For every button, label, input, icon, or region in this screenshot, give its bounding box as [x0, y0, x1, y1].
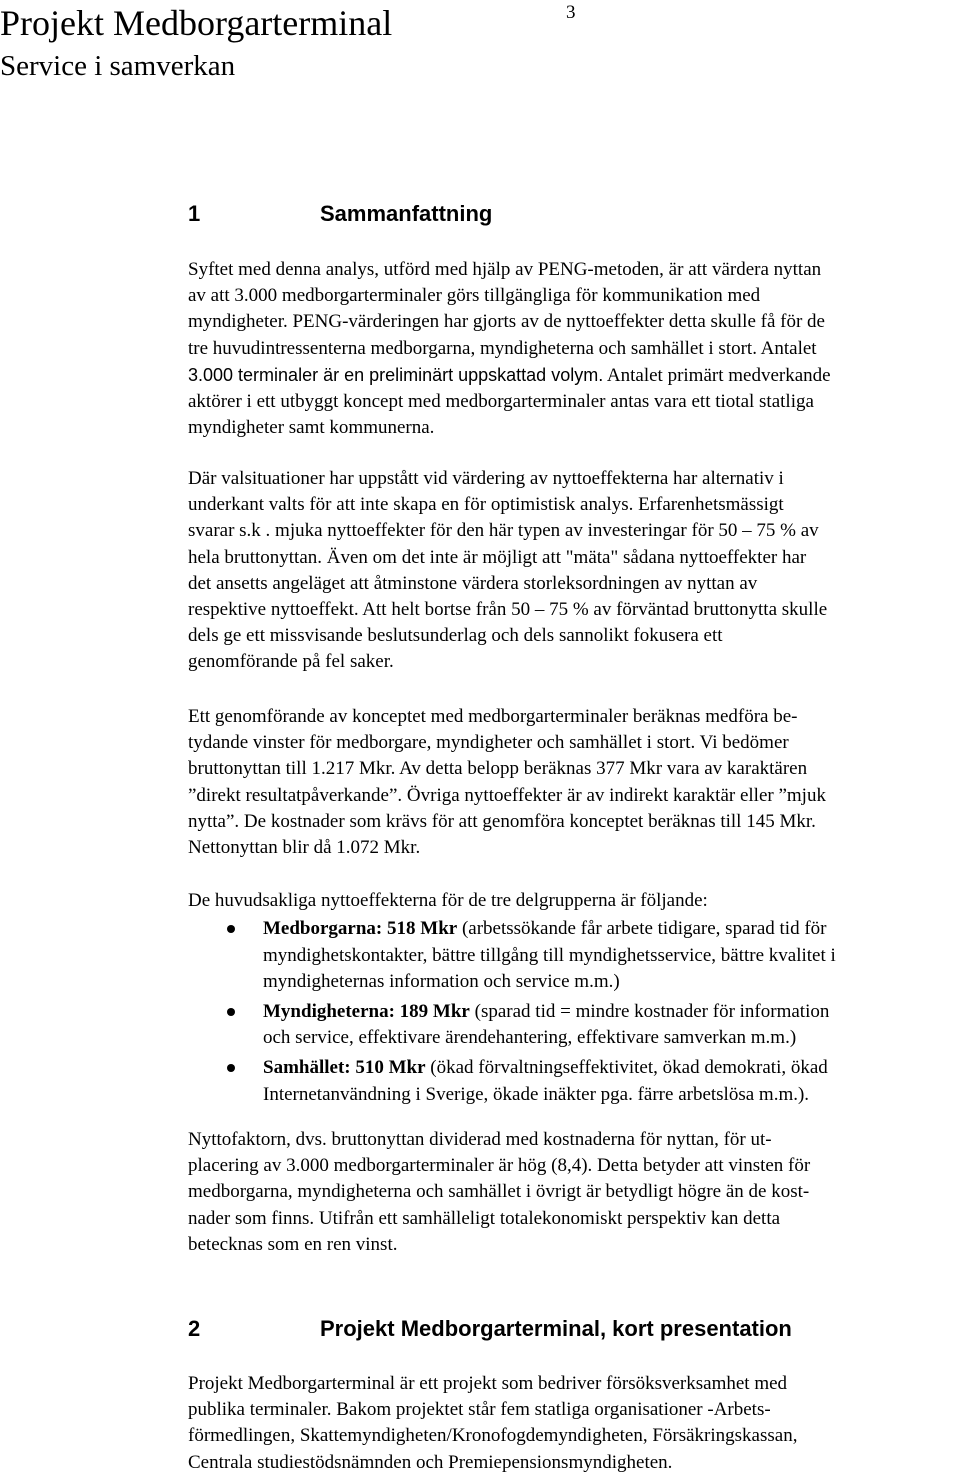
paragraph-line: Projekt Medborgarterminal är ett projekt som bedriver försöksverksamhet med: [188, 1373, 788, 1394]
bullet-line: myndigheternas information och service m.m.): [263, 971, 620, 993]
summary-paragraph-3: [188, 704, 960, 861]
summary-paragraph-5: [188, 1127, 960, 1258]
paragraph-line: tydande vinster för medborgare, myndigheter och samhället i stort. Vi bedömer: [188, 732, 789, 754]
bullet-item-myndigheterna: [188, 999, 960, 1052]
bullet-line: [263, 916, 960, 943]
paragraph-line: bruttonyttan till 1.217 Mkr. Av detta belopp beräknas 377 Mkr vara av karaktären: [188, 758, 808, 780]
page-number: 3: [566, 2, 576, 23]
bullet-text: (arbetssökande får arbete tidigare, sparad tid för: [457, 918, 827, 939]
paragraph-line: svarar s.k . mjuka nyttoeffekter för den här typen av investeringar för 50 – 75 % av: [188, 520, 819, 542]
bullet-dot-icon: [227, 925, 235, 933]
paragraph-line: tre huvudintressenterna medborgarna, myndigheterna och samhället i stort. Antalet: [188, 337, 817, 359]
running-header-title: Projekt Medborgarterminal: [0, 3, 393, 43]
paragraph-line: ”direkt resultatpåverkande”. Övriga nyttoeffekter är av indirekt karaktär eller ”mjuk: [188, 784, 826, 806]
bullet-dot-icon: [227, 1008, 235, 1016]
paragraph-line: Nyttofaktorn, dvs. bruttonyttan dividerad med kostnaderna för nyttan, för ut-: [188, 1129, 772, 1150]
paragraph-fragment: Antalet primärt medverkande: [603, 364, 831, 386]
bullet-line: och service, effektivare ärendehantering, effektivare samverkan m.m.): [263, 1027, 797, 1049]
paragraph-line: placering av 3.000 medborgarterminaler är hög (8,4). Detta betyder att vinsten för: [188, 1155, 811, 1177]
section-1-heading: [188, 200, 492, 228]
paragraph-line: Centrala studiestödsnämnden och Premiepensionsmyndigheten.: [188, 1451, 673, 1473]
paragraph-line: Ett genomförande av konceptet med medborgarterminaler beräknas medföra be-: [188, 706, 798, 727]
paragraph-line: betecknas som en ren vinst.: [188, 1233, 398, 1255]
section-2-number: 2: [188, 1316, 201, 1341]
paragraph-fragment: 3.000 terminaler är en preliminärt uppskattad volym.: [188, 364, 604, 385]
paragraph-line: respektive nyttoeffekt. Att helt bortse från 50 – 75 % av förväntad bruttonytta skulle: [188, 599, 828, 621]
bullet-line: [263, 1055, 960, 1082]
bullet-line: Internetanvändning i Sverige, ökade inäkter pga. färre arbetslösa m.m.).: [263, 1083, 810, 1105]
paragraph-line: [188, 362, 960, 389]
bullet-dot-icon: [227, 1064, 235, 1072]
paragraph-line: dels ge ett missvisande beslutsunderlag och dels sannolikt fokusera ett: [188, 625, 723, 647]
benefit-bullet-list: [188, 916, 960, 1108]
section-1-title: Sammanfattning: [320, 201, 493, 226]
bullet-line: [263, 999, 960, 1026]
paragraph-line: Där valsituationer har uppstått vid värdering av nyttoeffekterna har alternativ i: [188, 468, 784, 489]
summary-paragraph-2: [188, 466, 960, 676]
bullet-item-medborgarna: [188, 916, 960, 996]
paragraph-line: De huvudsakliga nyttoeffekterna för de tre delgrupperna är följande:: [188, 890, 708, 911]
paragraph-line: myndigheter samt kommunerna.: [188, 417, 435, 439]
paragraph-line: nytta”. De kostnader som krävs för att genomföra konceptet beräknas till 145 Mkr.: [188, 810, 816, 832]
paragraph-line: Nettonyttan blir då 1.072 Mkr.: [188, 837, 421, 859]
running-header-subtitle: Service i samverkan: [0, 50, 236, 82]
paragraph-line: underkant valts för att inte skapa en för optimistisk analys. Erfarenhetsmässigt: [188, 494, 784, 516]
bullet-line: myndighetskontakter, bättre tillgång till myndighetsservice, bättre kvalitet i: [263, 944, 836, 966]
bullet-bold-label: Medborgarna: 518 Mkr: [263, 918, 458, 939]
summary-paragraph-4-intro: [188, 888, 960, 914]
bullet-text: (sparad tid = mindre kostnader för information: [469, 1000, 830, 1022]
section-2-title: Projekt Medborgarterminal, kort presentation: [320, 1316, 792, 1341]
paragraph-line: medborgarna, myndigheterna och samhället i övrigt är betydligt högre än de kost-: [188, 1181, 810, 1203]
section-2-heading: [188, 1315, 792, 1343]
paragraph-line: förmedlingen, Skattemyndigheten/Kronofogdemyndigheten, Försäkringskassan,: [188, 1425, 798, 1447]
paragraph-line: det ansetts angeläget att åtminstone värdera storleksordningen av nyttan av: [188, 572, 758, 594]
paragraph-line: publika terminaler. Bakom projektet står fem statliga organisationer -Arbets-: [188, 1399, 771, 1421]
paragraph-line: hela bruttonyttan. Även om det inte är möjligt att "mäta" sådana nyttoeffekter har: [188, 546, 807, 568]
paragraph-line: nader som finns. Utifrån ett samhälleligt totalekonomiskt perspektiv kan detta: [188, 1207, 781, 1229]
section-1-number: 1: [188, 201, 201, 226]
bullet-text: (ökad förvaltningseffektivitet, ökad demokrati, ökad: [425, 1056, 828, 1078]
presentation-paragraph-1: [188, 1371, 960, 1476]
paragraph-line: myndigheter. PENG-värderingen har gjorts av de nyttoeffekter detta skulle få för de: [188, 311, 825, 333]
paragraph-line: genomförande på fel saker.: [188, 651, 394, 673]
bullet-item-samhallet: [188, 1055, 960, 1108]
paragraph-line: Syftet med denna analys, utförd med hjälp av PENG-metoden, är att värdera nyttan: [188, 259, 822, 280]
paragraph-line: av att 3.000 medborgarterminaler görs tillgängliga för kommunikation med: [188, 285, 761, 307]
bullet-bold-label: Samhället: 510 Mkr: [263, 1056, 426, 1078]
summary-paragraph-1: [188, 257, 960, 441]
paragraph-line: aktörer i ett utbyggt koncept med medborgarterminaler antas vara ett tiotal statliga: [188, 391, 814, 413]
bullet-bold-label: Myndigheterna: 189 Mkr: [263, 1000, 470, 1022]
